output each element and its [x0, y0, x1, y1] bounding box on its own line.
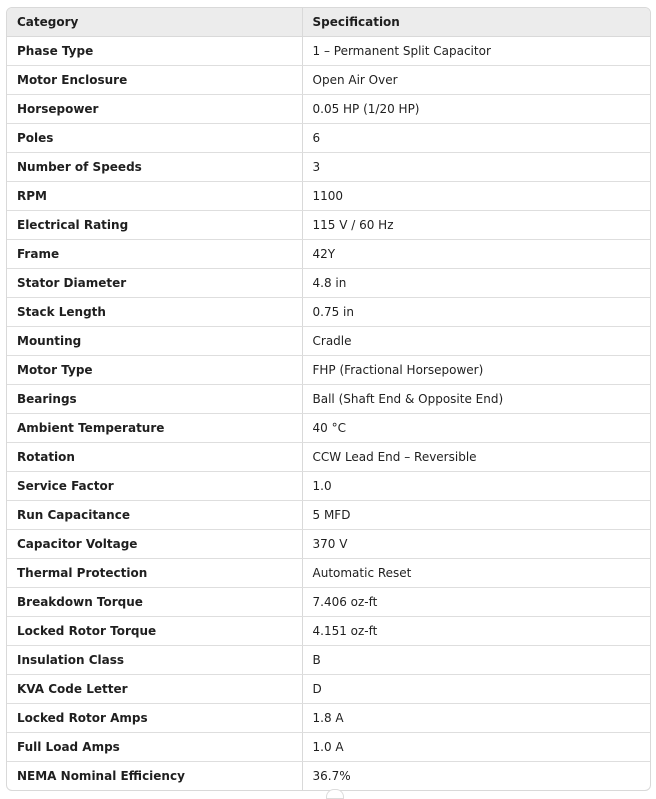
table-row: [7, 356, 650, 385]
specification-cell: 0.75 in: [302, 298, 650, 327]
table-row: [7, 559, 650, 588]
category-cell: Motor Type: [7, 356, 302, 385]
table-row: [7, 617, 650, 646]
category-cell: Insulation Class: [7, 646, 302, 675]
category-cell: Capacitor Voltage: [7, 530, 302, 559]
table-row: [7, 66, 650, 95]
category-cell: Horsepower: [7, 95, 302, 124]
specification-cell: 1.0: [302, 472, 650, 501]
category-cell: RPM: [7, 182, 302, 211]
specification-cell: 36.7%: [312, 769, 351, 783]
table-row: [7, 124, 650, 153]
category-cell: Motor Enclosure: [7, 66, 302, 95]
specification-cell: D: [302, 675, 650, 704]
table-row: [7, 385, 650, 414]
category-cell: Rotation: [7, 443, 302, 472]
table-row: [7, 95, 650, 124]
spec-table-container: [6, 7, 651, 791]
table-row: [7, 298, 650, 327]
category-cell: Bearings: [7, 385, 302, 414]
category-cell: Stator Diameter: [7, 269, 302, 298]
specification-cell: 1100: [302, 182, 650, 211]
category-cell: Locked Rotor Amps: [7, 704, 302, 733]
specification-cell: 7.406 oz-ft: [302, 588, 650, 617]
specification-cell: 40 °C: [302, 414, 650, 443]
specification-cell: 3: [302, 153, 650, 182]
table-row: [7, 327, 650, 356]
table-body: [7, 37, 650, 791]
specification-cell: 1.0 A: [302, 733, 650, 762]
specification-cell: 6: [302, 124, 650, 153]
category-cell: Run Capacitance: [7, 501, 302, 530]
table-row: [7, 762, 650, 791]
scroll-indicator[interactable]: [326, 789, 344, 799]
category-cell: Stack Length: [7, 298, 302, 327]
specification-cell: 0.05 HP (1/20 HP): [302, 95, 650, 124]
specification-cell: B: [302, 646, 650, 675]
header-specification: Specification: [302, 8, 650, 37]
table-row: [7, 501, 650, 530]
category-cell: Ambient Temperature: [7, 414, 302, 443]
specification-cell: 42Y: [302, 240, 650, 269]
specification-cell: 1 – Permanent Split Capacitor: [302, 37, 650, 66]
table-header: [7, 8, 650, 37]
table-row: [7, 530, 650, 559]
table-row: [7, 240, 650, 269]
specification-cell: 1.8 A: [302, 704, 650, 733]
table-row: [7, 675, 650, 704]
table-row: [7, 646, 650, 675]
category-cell: Phase Type: [7, 37, 302, 66]
table-row: [7, 443, 650, 472]
specification-cell: 4.151 oz-ft: [302, 617, 650, 646]
table-row: [7, 37, 650, 66]
table-row: [7, 414, 650, 443]
table-row: [7, 588, 650, 617]
specification-cell: 370 V: [302, 530, 650, 559]
specification-cell: 115 V / 60 Hz: [302, 211, 650, 240]
header-category: Category: [7, 8, 302, 37]
category-cell: Number of Speeds: [7, 153, 302, 182]
table-row: [7, 269, 650, 298]
specification-cell: 5 MFD: [302, 501, 650, 530]
category-cell: Mounting: [7, 327, 302, 356]
specification-cell: 4.8 in: [302, 269, 650, 298]
specification-cell: FHP (Fractional Horsepower): [302, 356, 650, 385]
category-cell: Electrical Rating: [7, 211, 302, 240]
spec-table: [7, 8, 650, 790]
table-row: [7, 472, 650, 501]
table-row: [7, 211, 650, 240]
table-row: [7, 733, 650, 762]
specification-cell: CCW Lead End – Reversible: [302, 443, 650, 472]
category-cell: Breakdown Torque: [7, 588, 302, 617]
table-row: [7, 182, 650, 211]
specification-cell: Automatic Reset: [302, 559, 650, 588]
table-row: [7, 153, 650, 182]
category-cell: Full Load Amps: [7, 733, 302, 762]
header-row: [7, 8, 650, 37]
category-cell: Frame: [7, 240, 302, 269]
category-cell: Service Factor: [7, 472, 302, 501]
category-cell: Poles: [7, 124, 302, 153]
specification-cell: Open Air Over: [302, 66, 650, 95]
category-cell: Thermal Protection: [7, 559, 302, 588]
category-cell: NEMA Nominal Efficiency: [7, 762, 302, 791]
specification-cell: Cradle: [302, 327, 650, 356]
category-cell: Locked Rotor Torque: [7, 617, 302, 646]
table-row: [7, 704, 650, 733]
category-cell: KVA Code Letter: [7, 675, 302, 704]
specification-cell: Ball (Shaft End & Opposite End): [302, 385, 650, 414]
